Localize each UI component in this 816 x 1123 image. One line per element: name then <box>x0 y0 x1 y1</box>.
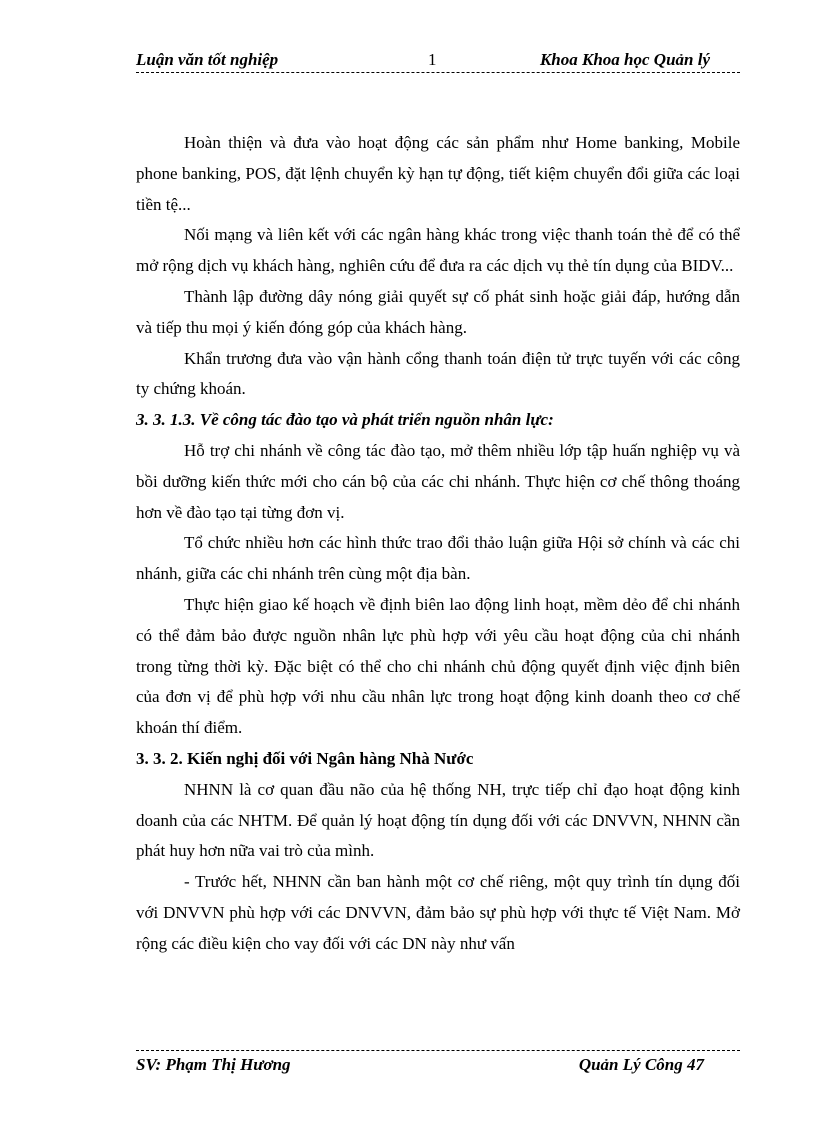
section-heading-training: 3. 3. 1.3. Về công tác đào tạo và phát triển nguồn nhân lực: <box>136 410 554 430</box>
section-heading-state-bank: 3. 3. 2. Kiến nghị đối với Ngân hàng Nhà Nước <box>136 748 474 768</box>
document-body <box>136 128 740 960</box>
paragraph-staffing-plan: Thực hiện giao kế hoạch về định biên lao động linh hoạt, mềm dẻo để chi nhánh có thể đảm bảo được nguồn nhân lực phù hợp với yêu cầu hoạt động của chi nhánh trong từng thời kỳ. Đặc biệt có thể cho chi nhánh chủ động quyết định việc định biên của đơn vị để phù hợp với nhu cầu nhân lực trong hoạt động kinh doanh theo cơ chế khoán thí điểm. <box>136 594 740 738</box>
paragraph-payment-gateway: Khẩn trương đưa vào vận hành cổng thanh toán điện tử trực tuyến với các công ty chứng khoán. <box>136 348 740 399</box>
paragraph-nhnn-role: NHNN là cơ quan đầu não của hệ thống NH, trực tiếp chỉ đạo hoạt động kinh doanh của các NHTM. Để quản lý hoạt động tín dụng đối với các DNVVN, NHNN cần phát huy hơn nữa vai trò của mình. <box>136 779 740 861</box>
page-footer <box>136 1050 740 1081</box>
footer-student-name: SV: Phạm Thị Hương <box>136 1055 291 1074</box>
header-thesis-title: Luận văn tốt nghiệp <box>136 50 279 69</box>
header-page-number: 1 <box>428 50 437 69</box>
paragraph-training-support: Hỗ trợ chi nhánh về công tác đào tạo, mở thêm nhiều lớp tập huấn nghiệp vụ và bồi dưỡng kiến thức mới cho cán bộ của các chi nhánh. Thực hiện cơ chế thông thoáng hơn về đào tạo tại từng đơn vị. <box>136 440 740 522</box>
paragraph-hotline: Thành lập đường dây nóng giải quyết sự cố phát sinh hoặc giải đáp, hướng dẫn và tiếp thu mọi ý kiến đóng góp của khách hàng. <box>136 286 740 337</box>
footer-class: Quản Lý Công 47 <box>578 1055 704 1074</box>
paragraph-card-network: Nối mạng và liên kết với các ngân hàng khác trong việc thanh toán thẻ để có thể mở rộng dịch vụ khách hàng, nghiên cứu để đưa ra các dịch vụ thẻ tín dụng của BIDV... <box>136 225 740 276</box>
page-header <box>136 48 740 73</box>
header-faculty: Khoa Khoa học Quản lý <box>539 50 710 69</box>
paragraph-credit-mechanism: - Trước hết, NHNN cần ban hành một cơ chế riêng, một quy trình tín dụng đối với DNVVN phù hợp với các DNVVN, đảm bảo sự phù hợp với thực tế Việt Nam. Mở rộng các điều kiện cho vay đối với các DN này như vấn <box>136 872 740 953</box>
paragraph-home-banking: Hoàn thiện và đưa vào hoạt động các sản phẩm như Home banking, Mobile phone banking, POS, đặt lệnh chuyển kỳ hạn tự động, tiết kiệm chuyển đổi giữa các loại tiền tệ... <box>136 133 740 214</box>
paragraph-exchange: Tổ chức nhiều hơn các hình thức trao đổi thảo luận giữa Hội sở chính và các chi nhánh, giữa các chi nhánh trên cùng một địa bàn. <box>136 533 740 584</box>
